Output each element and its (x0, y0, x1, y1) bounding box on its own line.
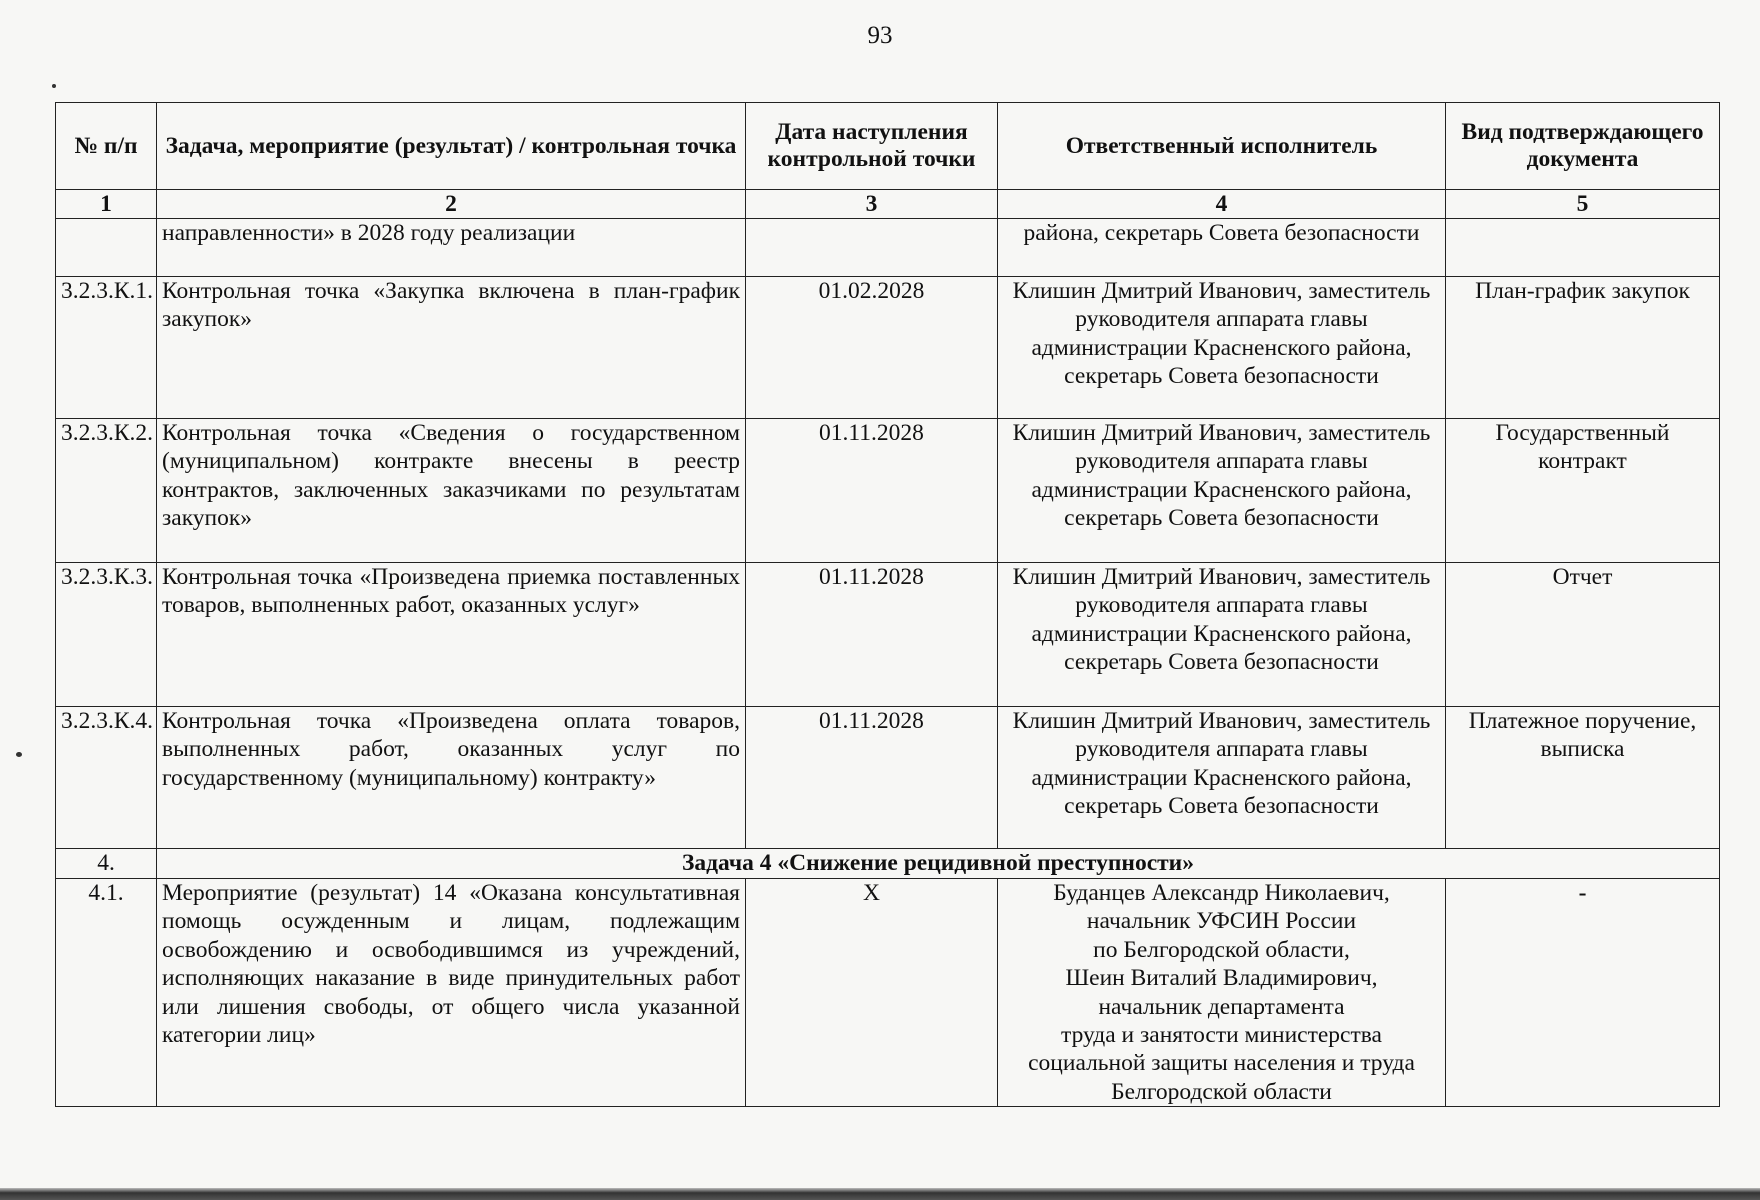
table-row (56, 419, 1720, 563)
date-cell: X (746, 879, 998, 1107)
row-number: 4. (56, 849, 157, 879)
header-date: Дата наступления контрольной точки (746, 103, 998, 190)
task-header-row (56, 849, 1720, 879)
table-row (56, 563, 1720, 707)
task-title: Задача 4 «Снижение рецидивной преступности» (157, 849, 1720, 879)
header-doc: Вид подтверждающего документа (1446, 103, 1720, 190)
doc-cell: Платежное поручение, выписка (1446, 707, 1720, 849)
responsible-cell: Клишин Дмитрий Иванович, заместитель руководителя аппарата главы администрации Красненского района, секретарь Совета безопасности (998, 277, 1446, 419)
row-number: 3.2.3.К.3. (56, 563, 157, 707)
responsible-cell: Клишин Дмитрий Иванович, заместитель руководителя аппарата главы администрации Красненского района, секретарь Совета безопасности (998, 707, 1446, 849)
responsible-line: начальник УФСИН России (1086, 908, 1357, 935)
task-cell: Мероприятие (результат) 14 «Оказана консультативная помощь осужденным и лицам, подлежащим освобождению и освободившимся из учреждений, исполняющих наказание в виде принудительных работ или лишения свободы, от общего числа указанной категории лиц» (157, 879, 746, 1107)
date-cell: 01.11.2028 (746, 419, 998, 563)
table-row (56, 277, 1720, 419)
task-cell: Контрольная точка «Закупка включена в план-график закупок» (157, 277, 746, 419)
row-number: 3.2.3.К.2. (56, 419, 157, 563)
header-task: Задача, мероприятие (результат) / контрольная точка (157, 103, 746, 190)
row-number: 3.2.3.К.1. (56, 277, 157, 419)
table-row (56, 707, 1720, 849)
responsible-line: труда и занятости министерства (1061, 1022, 1382, 1049)
date-cell: 01.11.2028 (746, 563, 998, 707)
page-number: 93 (867, 22, 893, 49)
responsible-line: Шеин Виталий Владимирович, (1065, 965, 1378, 992)
responsible-line: Буданцев Александр Николаевич, (1053, 880, 1390, 906)
scan-speck (16, 752, 22, 757)
column-number-row (56, 190, 1720, 219)
responsible-line: по Белгородской области, (1093, 936, 1350, 963)
responsible-line: начальник департамента (1098, 993, 1345, 1020)
task-cell: Контрольная точка «Произведена оплата товаров, выполненных работ, оказанных услуг по государственному (муниципальному) контракту» (157, 707, 746, 849)
responsible-cell: Клишин Дмитрий Иванович, заместитель руководителя аппарата главы администрации Красненского района, секретарь Совета безопасности (998, 563, 1446, 707)
responsible-cell: района, секретарь Совета безопасности (998, 219, 1446, 277)
responsible-cell: Клишин Дмитрий Иванович, заместитель руководителя аппарата главы администрации Красненского района, секретарь Совета безопасности (998, 419, 1446, 563)
table-row (56, 219, 1720, 277)
doc-cell: Отчет (1446, 563, 1720, 707)
empty-cell (1446, 219, 1720, 277)
task-cell: направленности» в 2028 году реализации (157, 219, 746, 277)
column-number: 4 (998, 190, 1446, 219)
column-number: 1 (56, 190, 157, 219)
doc-cell: План-график закупок (1446, 277, 1720, 419)
empty-cell (56, 219, 157, 277)
responsible-line: Белгородской области (1111, 1078, 1332, 1105)
doc-cell: - (1446, 879, 1720, 1107)
doc-cell: Государственный контракт (1446, 419, 1720, 563)
responsible-line: социальной защиты населения и труда (1028, 1050, 1415, 1077)
header-responsible: Ответственный исполнитель (998, 103, 1446, 190)
header-row (56, 103, 1720, 190)
empty-cell (746, 219, 998, 277)
date-cell: 01.02.2028 (746, 277, 998, 419)
scan-speck (52, 84, 56, 88)
table-row (56, 879, 1720, 1107)
row-number: 4.1. (56, 879, 157, 1107)
column-number: 3 (746, 190, 998, 219)
control-points-table (55, 102, 1720, 1107)
responsible-cell (998, 879, 1446, 1107)
task-cell: Контрольная точка «Сведения о государственном (муниципальном) контракте внесены в реестр контрактов, заключенных заказчиками по результатам закупок» (157, 419, 746, 563)
column-number: 2 (157, 190, 746, 219)
date-cell: 01.11.2028 (746, 707, 998, 849)
column-number: 5 (1446, 190, 1720, 219)
scan-edge-shadow (0, 1188, 1760, 1200)
task-cell: Контрольная точка «Произведена приемка поставленных товаров, выполненных работ, оказанных услуг» (157, 563, 746, 707)
row-number: 3.2.3.К.4. (56, 707, 157, 849)
header-num: № п/п (56, 103, 157, 190)
